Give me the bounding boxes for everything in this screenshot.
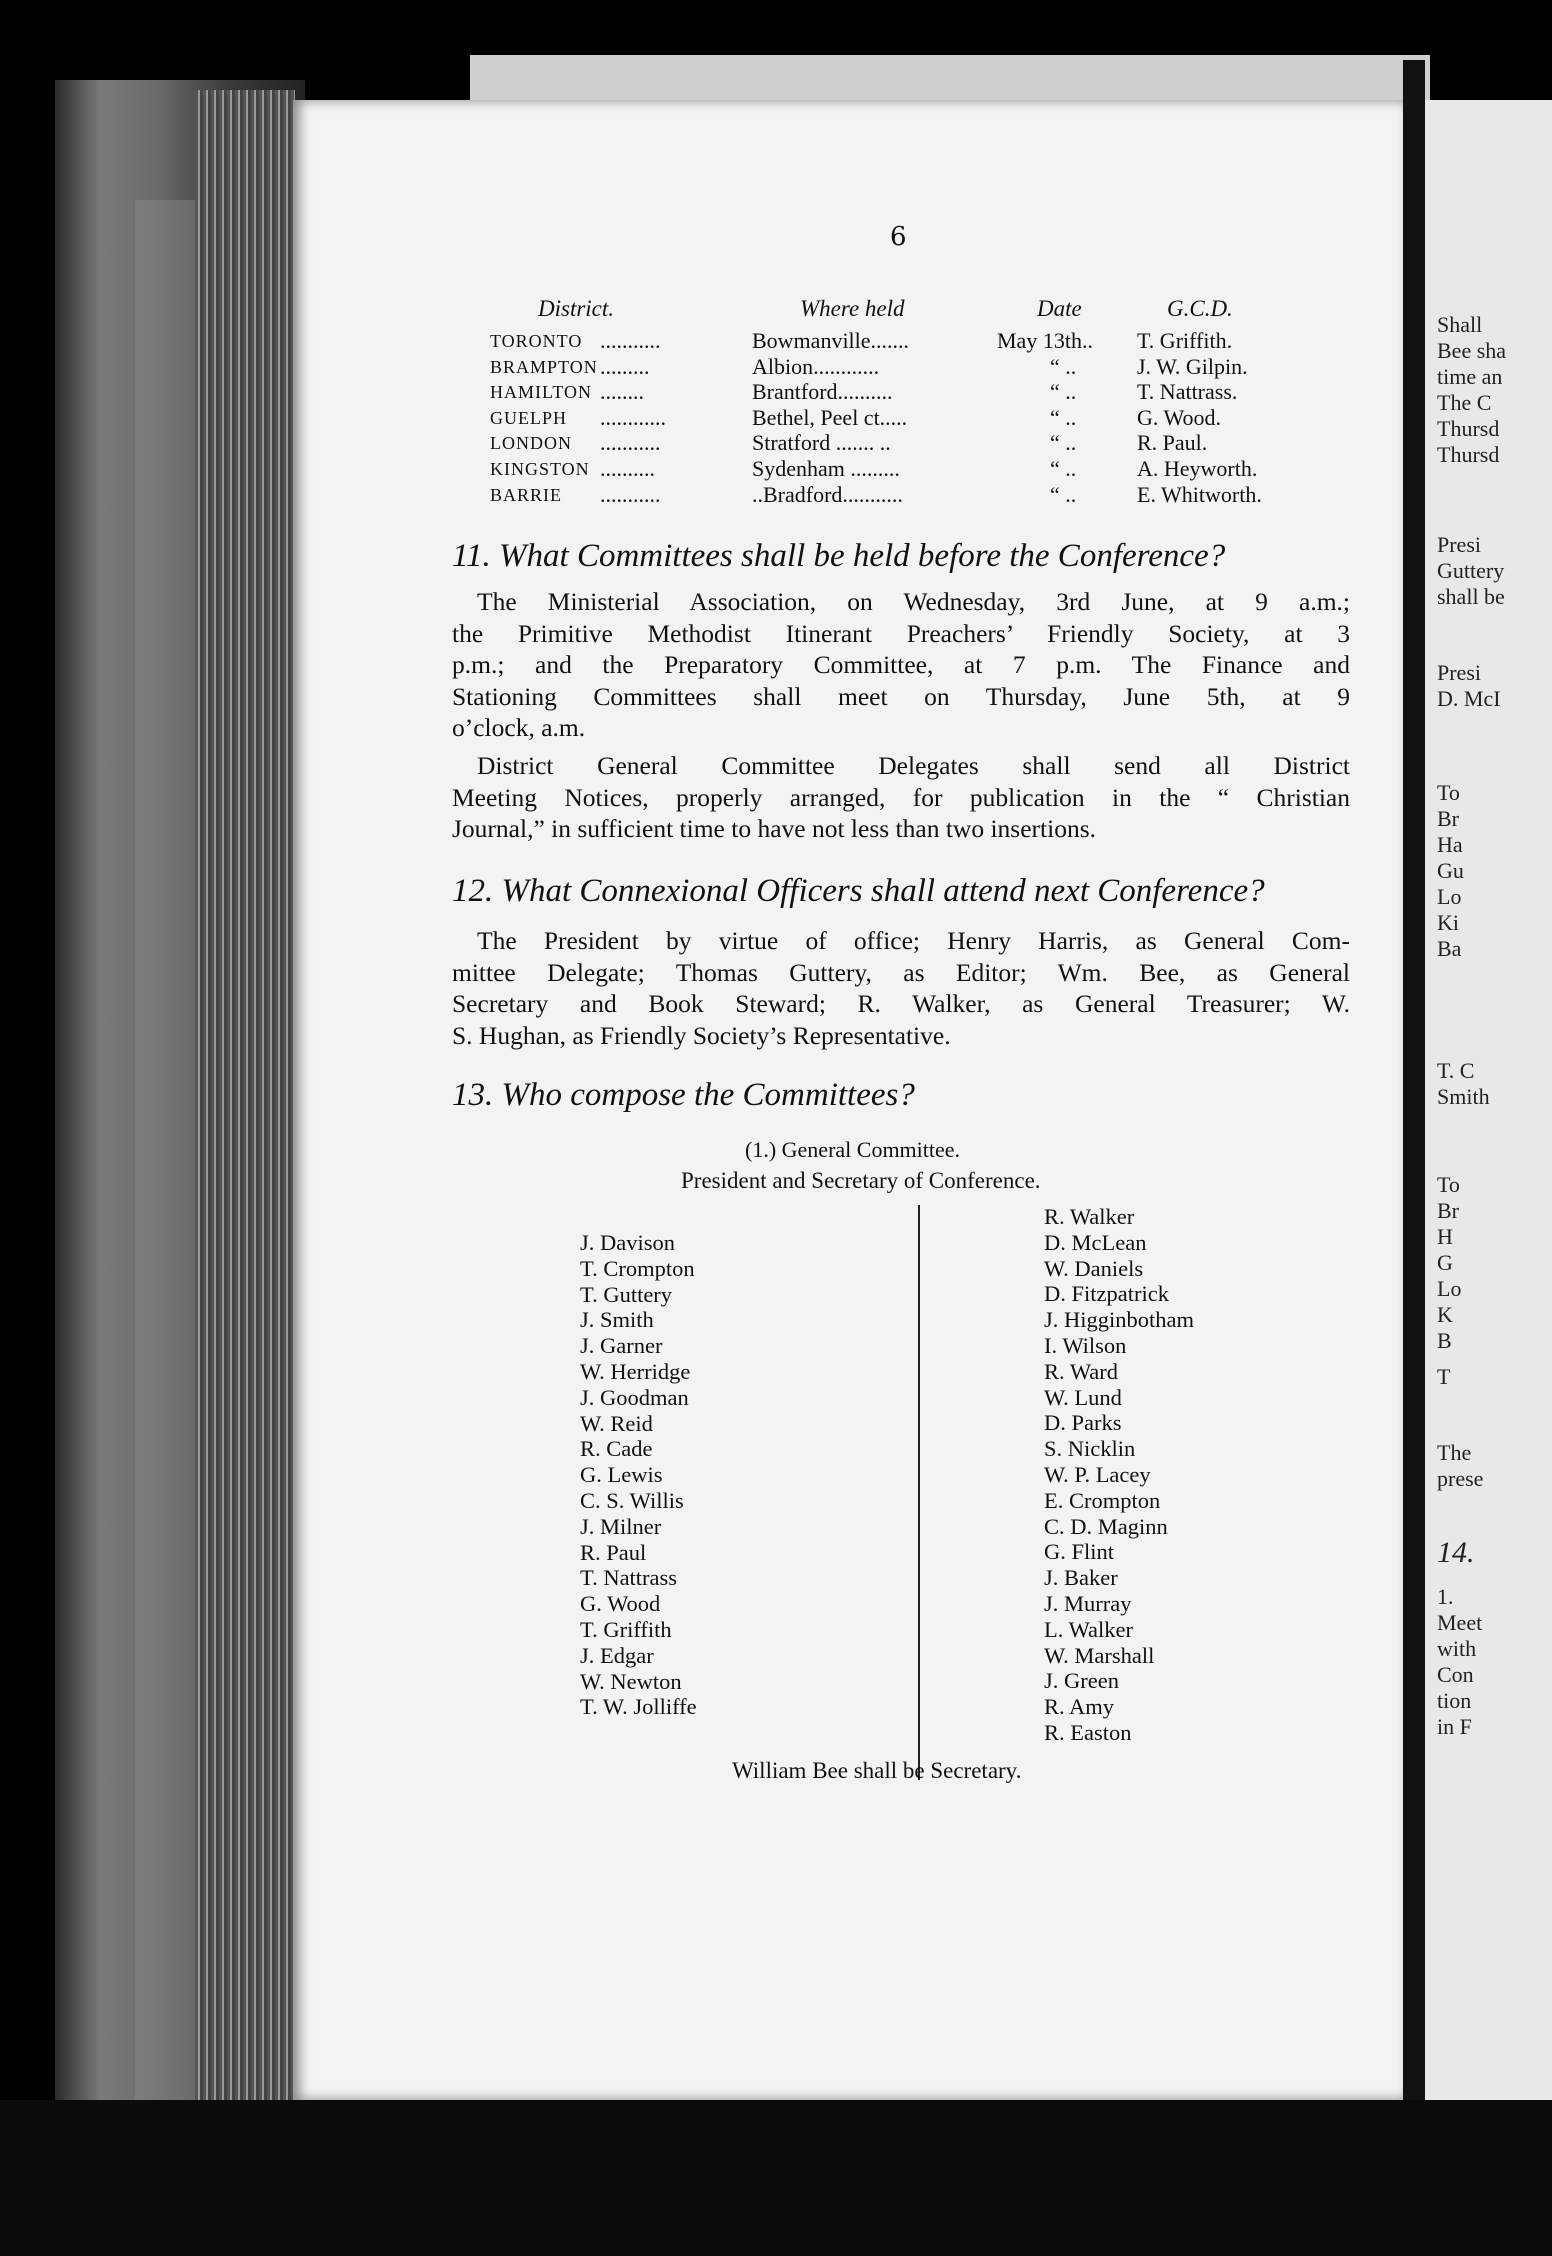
committee-member: G. Lewis bbox=[580, 1462, 663, 1488]
facing-page-text: Lo bbox=[1437, 884, 1462, 909]
text-line: the Primitive Methodist Itinerant Preachers’ Friendly Society, at 3 bbox=[452, 618, 1350, 648]
committee-member: J. Smith bbox=[580, 1307, 654, 1333]
text-line: District General Committee Delegates shall send all District bbox=[477, 751, 1350, 780]
committee-member: J. Higginbotham bbox=[1044, 1307, 1194, 1333]
committee-member: J. Green bbox=[1044, 1668, 1119, 1694]
president-secretary-line: President and Secretary of Conference. bbox=[681, 1168, 1041, 1193]
committee-member: C. S. Willis bbox=[580, 1487, 684, 1513]
question-11-title: 11. What Committees shall be held before the Conference? bbox=[452, 538, 1226, 574]
meeting-place: Brantford.......... bbox=[752, 379, 893, 405]
facing-page-text: time an bbox=[1437, 364, 1503, 389]
text-line: p.m.; and the Preparatory Committee, at 7 p.m. The Finance and bbox=[452, 650, 1350, 679]
committee-member: D. Fitzpatrick bbox=[1044, 1281, 1169, 1307]
dot-leader: ........... bbox=[600, 328, 661, 353]
facing-page-text: To bbox=[1437, 780, 1460, 805]
meeting-date: “ .. bbox=[1050, 481, 1077, 507]
district-row bbox=[490, 354, 1360, 380]
district-row bbox=[490, 379, 1360, 405]
committee-member: J. Garner bbox=[580, 1333, 663, 1359]
gcd-delegate: R. Paul. bbox=[1137, 430, 1208, 456]
dot-leader: ........... bbox=[600, 430, 661, 456]
dot-leader: .......... bbox=[600, 456, 655, 481]
text-line: Stationing Committees shall meet on Thursday, June 5th, at 9 bbox=[452, 681, 1350, 711]
committee-member: J. Goodman bbox=[580, 1384, 689, 1410]
committee-member: T. Crompton bbox=[580, 1255, 695, 1281]
district-name: TORONTO bbox=[490, 331, 583, 351]
general-committee-heading: (1.) General Committee. bbox=[745, 1137, 961, 1162]
page-number: 6 bbox=[890, 222, 907, 252]
facing-page-text: The C bbox=[1437, 390, 1492, 415]
dot-leader: ........ bbox=[600, 379, 644, 405]
facing-page-text: Presi bbox=[1437, 532, 1481, 557]
committee-member: G. Flint bbox=[1044, 1539, 1115, 1565]
facing-page-text: Br bbox=[1437, 1198, 1459, 1223]
facing-page-text: Br bbox=[1437, 806, 1459, 831]
facing-page-text: G bbox=[1437, 1250, 1453, 1275]
meeting-date: “ .. bbox=[1050, 353, 1077, 379]
secretary-note: William Bee shall be Secretary. bbox=[732, 1758, 1022, 1783]
meeting-place: Bethel, Peel ct..... bbox=[752, 404, 908, 430]
committee-member: C. D. Maginn bbox=[1044, 1513, 1168, 1539]
facing-page-text: Presi bbox=[1437, 660, 1481, 685]
facing-page-text: in F bbox=[1437, 1714, 1472, 1739]
facing-page-text: Lo bbox=[1437, 1276, 1462, 1301]
committee-member: S. Nicklin bbox=[1044, 1436, 1136, 1462]
header-where-held: Where held bbox=[800, 296, 905, 321]
district-row bbox=[490, 405, 1360, 431]
committee-member: L. Walker bbox=[1044, 1616, 1133, 1642]
meeting-place: ..Bradford........... bbox=[752, 481, 903, 507]
committee-member: R. Cade bbox=[580, 1436, 653, 1462]
committee-member: T. Guttery bbox=[580, 1281, 673, 1307]
facing-page-text: Gu bbox=[1437, 858, 1464, 883]
committee-member: R. Ward bbox=[1044, 1358, 1119, 1384]
meeting-place: Sydenham ......... bbox=[752, 456, 900, 481]
district-row bbox=[490, 430, 1360, 456]
meeting-date: “ .. bbox=[1050, 404, 1077, 430]
committee-left-column bbox=[580, 1230, 697, 1720]
committee-member: D. McLean bbox=[1044, 1229, 1147, 1255]
gcd-delegate: T. Griffith. bbox=[1137, 328, 1233, 353]
committee-right-column bbox=[1044, 1204, 1194, 1746]
gcd-delegate: A. Heyworth. bbox=[1137, 456, 1258, 481]
facing-page-text: Thursd bbox=[1437, 442, 1500, 467]
text-line: o’clock, a.m. bbox=[452, 713, 586, 742]
committee-member: T. Griffith bbox=[580, 1616, 672, 1642]
gcd-delegate: T. Nattrass. bbox=[1137, 379, 1238, 405]
facing-page-text: Meet bbox=[1437, 1610, 1483, 1635]
book-gutter bbox=[1403, 60, 1425, 2120]
dot-leader: ............ bbox=[600, 404, 666, 430]
facing-page-text: 14. bbox=[1437, 1536, 1475, 1569]
facing-page-text: 1. bbox=[1437, 1584, 1454, 1609]
committee-member: R. Walker bbox=[1044, 1204, 1135, 1229]
page-edges bbox=[195, 90, 295, 2110]
committee-member: I. Wilson bbox=[1044, 1332, 1127, 1358]
facing-page-text: Shall bbox=[1437, 312, 1483, 337]
facing-page-text: Guttery bbox=[1437, 558, 1505, 583]
facing-page-text: with bbox=[1437, 1636, 1477, 1661]
text-line: Journal,” in sufficient time to have not less than two insertions. bbox=[452, 814, 1096, 843]
committee-member: W. Reid bbox=[580, 1410, 653, 1436]
facing-page-text: T. C bbox=[1437, 1058, 1475, 1083]
text-line: The President by virtue of office; Henry Harris, as General Com- bbox=[477, 926, 1350, 955]
district-row bbox=[490, 482, 1360, 508]
gcd-delegate: G. Wood. bbox=[1137, 404, 1221, 430]
committee-member: D. Parks bbox=[1044, 1410, 1122, 1436]
facing-page-text: Ba bbox=[1437, 936, 1462, 961]
committee-member: E. Crompton bbox=[1044, 1487, 1161, 1513]
facing-page-text: Con bbox=[1437, 1662, 1474, 1687]
bottom-background bbox=[0, 2100, 1552, 2256]
facing-page-text: tion bbox=[1437, 1688, 1472, 1713]
meeting-place: Albion............ bbox=[752, 353, 880, 379]
committee-member: W. Lund bbox=[1044, 1384, 1122, 1410]
committee-member: J. Davison bbox=[580, 1230, 675, 1255]
header-district: District. bbox=[538, 296, 615, 321]
facing-page-text: Bee sha bbox=[1437, 338, 1507, 363]
facing-page-text: To bbox=[1437, 1172, 1460, 1197]
district-name: GUELPH bbox=[490, 407, 567, 428]
meeting-date: “ .. bbox=[1050, 379, 1077, 405]
facing-page-text: K bbox=[1437, 1302, 1453, 1327]
committee-member: J. Murray bbox=[1044, 1590, 1132, 1616]
question-13-title: 13. Who compose the Committees? bbox=[452, 1077, 915, 1113]
facing-page-text: H bbox=[1437, 1224, 1453, 1249]
q11-paragraph-2 bbox=[452, 750, 1350, 845]
text-line: Secretary and Book Steward; R. Walker, as General Treasurer; W. bbox=[452, 989, 1350, 1018]
committee-member: J. Edgar bbox=[580, 1642, 654, 1668]
question-12-title: 12. What Connexional Officers shall attend next Conference? bbox=[452, 873, 1265, 909]
text-line: The Ministerial Association, on Wednesday, 3rd June, at 9 a.m.; bbox=[477, 587, 1350, 616]
facing-page-text: T bbox=[1437, 1364, 1451, 1389]
district-row bbox=[490, 456, 1360, 482]
facing-page-text: The bbox=[1437, 1440, 1472, 1465]
gcd-delegate: E. Whitworth. bbox=[1137, 481, 1262, 507]
committee-member: W. Herridge bbox=[580, 1358, 691, 1384]
column-divider bbox=[918, 1205, 920, 1780]
gcd-delegate: J. W. Gilpin. bbox=[1137, 353, 1248, 379]
facing-page bbox=[1425, 100, 1552, 2110]
facing-page-text: Thursd bbox=[1437, 416, 1500, 441]
header-gcd: G.C.D. bbox=[1167, 296, 1233, 321]
committee-member: J. Baker bbox=[1044, 1565, 1118, 1591]
committee-member: T. Nattrass bbox=[580, 1565, 678, 1591]
q12-paragraph bbox=[452, 925, 1350, 1051]
header-date: Date bbox=[1037, 296, 1082, 321]
meeting-date: “ .. bbox=[1050, 456, 1077, 481]
facing-page-text: D. McI bbox=[1437, 686, 1501, 711]
district-name: BARRIE bbox=[490, 484, 563, 505]
committee-member: G. Wood bbox=[580, 1591, 661, 1617]
facing-page-text: Smith bbox=[1437, 1084, 1490, 1109]
text-line: S. Hughan, as Friendly Society’s Representative. bbox=[452, 1020, 951, 1050]
q11-paragraph-1 bbox=[452, 586, 1350, 744]
facing-page-text: Ha bbox=[1437, 832, 1463, 857]
facing-page-text: Ki bbox=[1437, 910, 1459, 935]
dot-leader: ......... bbox=[600, 353, 650, 379]
committee-member: W. Marshall bbox=[1044, 1642, 1155, 1668]
meeting-date: May 13th.. bbox=[997, 328, 1093, 353]
committee-member: T. W. Jolliffe bbox=[580, 1694, 697, 1720]
committee-member: R. Amy bbox=[1044, 1694, 1115, 1720]
committee-member: W. Newton bbox=[580, 1668, 682, 1694]
meeting-place: Bowmanville....... bbox=[752, 328, 910, 353]
meeting-date: “ .. bbox=[1050, 430, 1077, 456]
committee-member: J. Milner bbox=[580, 1513, 662, 1539]
district-name: BRAMPTON bbox=[490, 356, 598, 377]
committee-member: R. Paul bbox=[580, 1539, 647, 1565]
facing-page-text: B bbox=[1437, 1328, 1452, 1353]
district-name: KINGSTON bbox=[490, 459, 590, 479]
text-line: Meeting Notices, properly arranged, for publication in the “ Christian bbox=[452, 782, 1350, 812]
district-name: LONDON bbox=[490, 433, 572, 454]
meeting-place: Stratford ....... .. bbox=[752, 430, 891, 456]
dot-leader: ........... bbox=[600, 481, 661, 507]
district-name: HAMILTON bbox=[490, 382, 593, 403]
district-row bbox=[490, 328, 1360, 354]
committee-member: R. Easton bbox=[1044, 1719, 1132, 1745]
text-line: mittee Delegate; Thomas Guttery, as Editor; Wm. Bee, as General bbox=[452, 957, 1350, 987]
committee-member: W. P. Lacey bbox=[1044, 1461, 1151, 1487]
committee-member: W. Daniels bbox=[1044, 1255, 1144, 1281]
facing-page-text: shall be bbox=[1437, 584, 1505, 609]
facing-page-text: prese bbox=[1437, 1466, 1484, 1491]
